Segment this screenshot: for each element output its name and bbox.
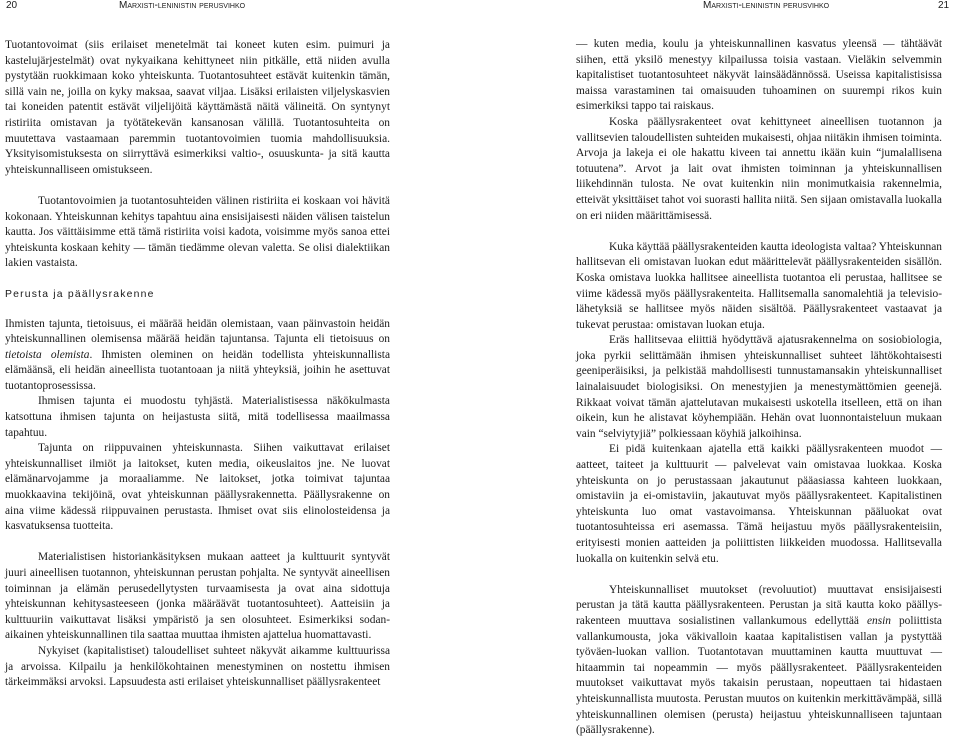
paragraph: Tuotantovoimien ja tuotantosuhteiden välinen ristiriita ei koskaan voi hävitä kokonaan. Yhteiskunnan kehitys tapahtuu aina ensisijaisesti näiden välisen taistelun kautta. Jos väittäisimme että tämä ristiriita voisi kadota, voisimme myös sanoa ettei yhteiskunta koskaan kehity — tämän tiedämme olevan valetta. Se olisi dialektiikan lakien vastaista. <box>5 194 390 270</box>
paragraph: Materialistisen historiankäsityksen mukaan aatteet ja kulttuurit syntyvät juuri aineellisen tuotannon, yhteiskunnan perustan pohjalta. Ne syntyvät aineellisen toiminnan ja elämän perusedellytysten turvaamisesta ja ovat aina sidottuja yhteiskunnan kehitysasteeseen (jonka määräävät tuotantosuhteet). Aatteisiin ja kulttuuriin vaikuttavat lisäksi ympäristö ja sen olosuhteet. Esimerkiksi sodan-aikainen yhteiskunnallinen tila saattaa muuttaa ihmisten ajattelua huomattavasti. <box>5 551 390 642</box>
page-number: 20 <box>6 0 18 11</box>
paragraph: Eräs hallitsevaa eliittiä hyödyttävä ajatusrakennelma on sosiobiologia, joka pyrkii selittämään ihmisen yhteiskunnalliset suhteet lähtökohtaisesti geeniperäisiksi, ja pelkistää mahdollisesti tunnustamansakin yhteiskunnalliset lainalaisuudet biologisiksi. On menestyjien ja menestymättömien geenejä. Rikkaat voivat tämän ajattelutavan mukaisesti uskotella itselleen, että on ihan oikein, kun he alistavat köyhempiään. Hehän ovat luonnontaisteluun mukaan vain “selviytyjiä” polkiessaan köyhiä jalkoihinsa. <box>576 334 942 440</box>
paragraph: Ihmisen tajunta ei muodostu tyhjästä. Materialistisessa näkökulmasta katsottuna ihmisen tajunta on heijastusta siitä, mitä todellisessa maailmassa tapahtuu. <box>5 395 390 439</box>
paragraph: Kuka käyttää päällysrakenteiden kautta ideologista valtaa? Yhteiskunnan hallitsevan eli omistavan luokan edut määrittelevät päällysrakenteiden sisällön. Koska omistava luokka hallitsee aineellista tuotantoa eli perustaa, hallitsee se viime kädessä myös päällysrakenteita. Hallitsemalla sanomalehtiä ja televisio-lähetyksiä se hallitsee myös näiden sisältöä. Päällysrakenteet vastaavat ja tukevat perustaa: omistavan luokan etuja. <box>576 240 942 331</box>
right-page <box>480 0 960 737</box>
paragraph: Ihmisten tajunta, tietoisuus, ei määrää heidän olemistaan, vaan päinvastoin heidän yhteiskunnallinen olemisensa määrää heidän tajuntansa. Tajunta eli tietoisuus on tietoista olemista. Ihmisten oleminen on heidän todellista yhteiskunnallista elämäänsä, eli heidän aineellista tuotantoaan ja niitä yhteyksiä, joihin he asettuvat tuotantoprosessissa. <box>5 317 390 392</box>
paragraph: Ei pidä kuitenkaan ajatella että kaikki päällysrakenteen muodot — aatteet, taiteet ja kulttuurit — palvelevat vain omistavaa luokkaa. Koska yhteiskunta on jo perustassaan jakautunut pääasiassa kahteen luokkaan, omistaviin ja ei-omistaviin, jakautuvat myös päällysrakenteet. Kapitalistinen yhteiskunta luo omat vastavoimansa. Yhteiskunnan pääluokat ovat tuotantosuhteissa eri asemassa. Tämä heijastuu myös päällysrakenteisiin, erityisesti monien aatteiden ja poliittisten liikkeiden muodossa. Hallitsevalla luokalla on kuitenkin selvä etu. <box>576 443 942 565</box>
page-number: 21 <box>938 0 950 11</box>
paragraph: Tajunta on riippuvainen yhteiskunnasta. Siihen vaikuttavat erilaiset yhteiskunnalliset ilmiöt ja laitokset, kuten media, oikeuslaitos jne. Ne luovat elämänarvojamme ja moraaliamme. Ne laitokset, jotka toimivat tajuntaa muokkaavina tekijöinä, ovat yhteiskunnan päällysrakennetta. Päällysrakenne on aina viime kädessä riippuvainen perustasta. Ihmiset ovat siis elinolosteidensa ja kasvatuksensa tuotteita. <box>5 442 390 533</box>
paragraph: Nykyiset (kapitalistiset) taloudelliset suhteet näkyvät aikamme kulttuurissa ja arvoissa. Kilpailu ja henkilökohtainen menestyminen on nostettu ihmisen tärkeimmäksi arvoksi. Lapsuudesta asti erilaiset yhteiskunnalliset päällysrakenteet <box>5 644 390 689</box>
text-column <box>5 38 390 691</box>
section-heading: Perusta ja päällysrakenne <box>5 288 155 300</box>
paragraph: Koska päällysrakenteet ovat kehittyneet aineellisen tuotannon ja vallitsevien taloudellisten suhteiden mukaisesti, ohjaa niitäkin ihmisen toiminta. Arvoja ja lakeja ei ole hakattu kiveen tai annettu ikään kuin “jumalallisena totuutena”. Arvot ja lait ovat ihmisten toiminnan ja yhteiskunnallisen liikehdinnän tulosta. Ne ovat kuitenkin niin monimutkaisia rakennelmia, etteivät yksittäiset tahot voi suorasti hallita niitä. Sen sijaan omistavalla luokalla on eri niiden määrittämisessä. <box>576 115 942 222</box>
left-page <box>0 0 480 689</box>
running-header: Marxisti-leninistin perusvihko <box>119 0 246 11</box>
running-header: Marxisti-leninistin perusvihko <box>703 0 830 11</box>
paragraph: — kuten media, koulu ja yhteiskunnallinen kasvatus yleensä — tähtäävät siihen, että yksilö menestyy kilpailussa toisia vastaan. Vieläkin selvemmin kapitalistiset tuotantosuhteet näkyvät lainsäädännössä. Useissa kapitalistisissa maissa varastaminen tai omaisuuden tuhoaminen on suurempi rikos kuin esimerkiksi tappo tai raiskaus. <box>576 38 942 113</box>
text-column <box>576 37 942 739</box>
paragraph: Yhteiskunnalliset muutokset (revoluutiot) muuttavat ensisijaisesti perustan ja tätä kautta päällysrakenteen. Perustan ja sitä kautta koko päällys-rakenteen muuttava sosialistinen vallankumous edellyttää ensin poliittista vallankumousta, joka väkivalloin kaataa kapitalistisen vallan ja pystyttää työväen-luokan vallion. Tuotantotavan muuttaminen kautta muuttuvat — hitaammin tai nopeammin — myös päällysrakenteet. Päällysrakenteiden muutokset vaikuttavat myös takaisin perustaan, nopeuttaen tai hidastaen yhteiskunnallista muutosta. Perustan muutos on kuitenkin merkittävämpää, sillä yhteiskunnallinen olemisen (perusta) heijastuu yhteiskunnalliseen tajuntaan (päällysrakenne). <box>576 583 942 737</box>
paragraph: Tuotantovoimat (siis erilaiset menetelmät tai koneet kuten esim. puimuri ja kastelujärjestelmät) ovat nykyaikana kehittyneet niin pitkälle, että niiden avulla pystytään ruokkimaan koko yhteiskunta. Tuotantosuhteet estävät kuitenkin tämän, sillä vain ne, joilla on kyky maksaa, saavat viljaa. Lisäksi erilaisten viljelyskasvien tai koneiden patentit estävät viljelijöitä käyttämästä näitä välineitä. On syntynyt ristiriita omistavan ja työtätekevän kansanosan välillä. Tuotantosuhteita on muutettava vastaamaan paremmin tuotantovoimien tuomia mahdollisuuksia. Yksityisomistuksesta on siirryttävä esimerkiksi valtio-, osuuskunta- ja sitä kautta yhteiskunnalliseen omistukseen. <box>5 39 390 176</box>
